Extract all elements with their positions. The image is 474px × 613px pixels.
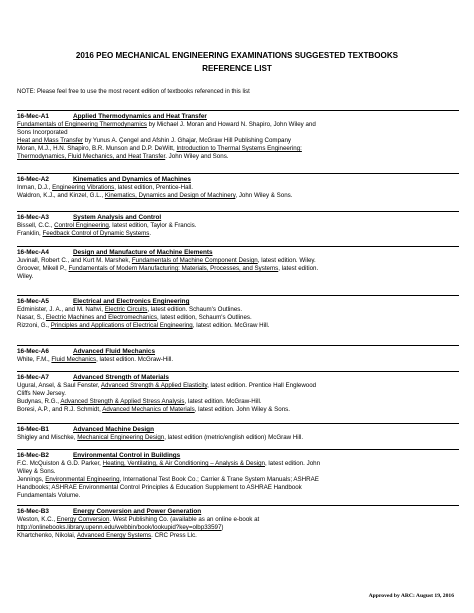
reference-text: by Yunus A. Çengel and Afshin J. Ghajar, McGraw Hill Publishing Company (83, 137, 291, 145)
reference-text: . CRC Press Llc. (151, 532, 197, 540)
reference-title-text: Principles and Applications of Electrical Engineering (50, 322, 193, 330)
reference-title-text: Fluid Mechanics (51, 356, 97, 363)
section-divider (17, 295, 459, 296)
reference-line (17, 137, 459, 145)
section-divider (17, 449, 459, 450)
reference-text: Weston, K.C., (17, 516, 57, 523)
section-code: 16-Mec-B2 (17, 452, 49, 459)
reference-line (17, 524, 459, 532)
section-heading (17, 176, 459, 184)
reference-title-text: Kinematics, Dynamics and Design of Machinery (104, 192, 236, 200)
reference-line (17, 406, 459, 414)
section-code: 16-Mec-A5 (17, 298, 49, 305)
reference-text: , latest edition, Taylor & Francis. (108, 222, 197, 229)
section-title: System Analysis and Control (73, 214, 162, 221)
reference-title-text[interactable]: http://onlinebooks.library.upenn.edu/webbin/book/lookupid?key=olbp33597 (17, 524, 222, 532)
approval-footer: Approved by ARC: August 19, 2016 (368, 593, 454, 599)
reference-line (17, 390, 459, 398)
section-heading (17, 113, 459, 121)
section-divider (17, 173, 459, 174)
reference-section (17, 173, 459, 200)
reference-text: , latest edition. John (264, 460, 321, 467)
document-title-line2: REFERENCE LIST (202, 64, 272, 73)
section-code: 16-Mec-B3 (17, 508, 49, 515)
section-divider (17, 110, 459, 111)
section-heading (17, 374, 459, 382)
reference-section (17, 505, 459, 540)
reference-line (17, 306, 459, 314)
reference-lines (17, 257, 459, 281)
reference-text: , latest edition, Prentice-Hall. (114, 184, 193, 191)
reference-section (17, 110, 459, 161)
reference-line (17, 129, 459, 137)
reference-title-text: Environmental Engineering (45, 476, 120, 484)
reference-lines (17, 184, 459, 200)
reference-title-text: Introduction to Thermal Systems Engineering: (176, 145, 302, 153)
reference-text: Waldron, K.J., and Kinzel, G.L., (17, 192, 105, 200)
reference-line (17, 468, 459, 476)
section-divider (17, 423, 459, 424)
reference-title-text: Advanced Strength & Applied Stress Analysis (60, 398, 185, 406)
reference-lines (17, 516, 459, 540)
reference-lines (17, 434, 459, 442)
section-code: 16-Mec-A7 (17, 374, 49, 381)
reference-line (17, 265, 459, 273)
reference-title-text: Heat and Mass Transfer (17, 137, 84, 145)
section-title: Applied Thermodynamics and Heat Transfer (73, 113, 207, 120)
reference-line (17, 314, 459, 322)
section-title: Electrical and Electronics Engineering (73, 298, 190, 305)
reference-lines (17, 460, 459, 500)
section-heading (17, 214, 459, 222)
reference-text: F.C. McQuiston & G.D. Parker, (17, 460, 103, 467)
section-divider (17, 246, 459, 247)
reference-text: Wiley. (17, 273, 34, 281)
reference-line (17, 145, 459, 153)
reference-title-text: Energy Conversion (56, 516, 110, 523)
reference-title-text: Electric Machines and Electromechanics (45, 314, 157, 322)
reference-title-text: Heating, Ventilating, & Air Conditioning – Analysis & Design (102, 460, 265, 467)
reference-text: . John Wiley and Sons. (165, 153, 229, 161)
section-heading (17, 249, 459, 257)
reference-text: Moran, M.J., H.N. Shapiro, B.R. Munson and D.P. DeWitt, (17, 145, 177, 153)
reference-text: Budynas, R.G., (17, 398, 61, 406)
section-code: 16-Mec-A2 (17, 176, 49, 183)
reference-text: , latest edition. Schaum's Outlines. (147, 306, 243, 313)
reference-line (17, 532, 459, 540)
reference-line (17, 273, 459, 281)
reference-line (17, 121, 459, 129)
section-divider (17, 345, 459, 346)
reference-title-text: Advanced Mechanics of Materials (102, 406, 195, 414)
reference-section (17, 423, 459, 442)
reference-section (17, 371, 459, 414)
reference-text: Wiley & Sons. (17, 468, 56, 476)
reference-line (17, 192, 459, 200)
reference-text: Sons Incorporated (17, 129, 68, 137)
reference-text: , John Wiley & Sons. (235, 192, 293, 200)
reference-line (17, 382, 459, 390)
reference-text: Franklin, (17, 230, 43, 238)
reference-text: , latest edition. McGraw Hill. (192, 322, 270, 330)
reference-line (17, 153, 459, 161)
reference-title-text: Advanced Energy Systems (76, 532, 152, 540)
reference-line (17, 356, 459, 364)
reference-line (17, 492, 459, 500)
reference-title-text: Mechanical Engineering Design (77, 434, 165, 441)
reference-text: Nasar, S., (17, 314, 46, 322)
section-code: 16-Mec-A4 (17, 249, 49, 256)
reference-title-text: Fundamentals of Machine Component Design (131, 257, 258, 264)
reference-text: by Michael J. Moran and Howard N. Shapiro, John Wiley and (146, 121, 316, 128)
section-code: 16-Mec-A6 (17, 348, 49, 355)
reference-text: Inman, D.J., (17, 184, 53, 191)
reference-text: , International Test Book Co.; Carrier & Trane System Manuals; ASHRAE (119, 476, 319, 484)
reference-text: , latest edition. (278, 265, 319, 273)
reference-line (17, 322, 459, 330)
section-divider (17, 505, 459, 506)
reference-title-text: Engineering Vibrations (52, 184, 115, 191)
section-divider (17, 211, 459, 212)
reference-lines (17, 222, 459, 238)
reference-line (17, 257, 459, 265)
reference-line (17, 476, 459, 484)
reference-text: Juvinall, Robert C., and Kurt M. Marshek, (17, 257, 132, 264)
section-code: 16-Mec-A3 (17, 214, 49, 221)
reference-section (17, 345, 459, 364)
reference-text: , latest edition. McGraw-Hill. (96, 356, 174, 363)
reference-title-text: Thermodynamics, Fluid Mechanics, and Heat Transfer (17, 153, 166, 161)
section-title: Advanced Strength of Materials (73, 374, 169, 381)
reference-text: Bissell, C.C., (17, 222, 55, 229)
reference-text: Ugural, Ansel, & Saul Fenster, (17, 382, 101, 389)
section-heading (17, 426, 459, 434)
reference-text: Handbooks; ASHRAE Environmental Control Principles & Education Supplement to ASHRAE Handbook (17, 484, 302, 492)
reference-line (17, 398, 459, 406)
reference-lines (17, 382, 459, 414)
reference-section (17, 246, 459, 281)
section-title: Environmental Control in Buildings (73, 452, 181, 459)
reference-text: , latest edition, Schaum's Outlines. (156, 314, 252, 322)
reference-text: Boresi, A.P., and R.J. Schmidt, (17, 406, 103, 414)
reference-line (17, 516, 459, 524)
reference-text: Rizzoni, G., (17, 322, 51, 330)
reference-text: , latest edition. Prentice Hall Englewood (207, 382, 317, 389)
reference-title-text: Fundamentals of Modern Manufacturing: Materials, Processes, and Systems (68, 265, 279, 273)
reference-text: , latest edition (metric/english edition) McGraw Hill. (164, 434, 304, 441)
reference-text: ) (221, 524, 224, 532)
reference-text: , latest edition. McGraw-Hill. (184, 398, 262, 406)
reference-text: Cliffs New Jersey. (17, 390, 66, 398)
section-title: Advanced Fluid Mechanics (73, 348, 156, 355)
section-heading (17, 298, 459, 306)
reference-title-text: Control Engineering (54, 222, 109, 229)
reference-line (17, 222, 459, 230)
reference-line (17, 230, 459, 238)
reference-section (17, 295, 459, 330)
reference-title-text: Feedback Control of Dynamic Systems (42, 230, 150, 238)
reference-section (17, 211, 459, 238)
section-divider (17, 371, 459, 372)
section-title: Energy Conversion and Power Generation (73, 508, 202, 515)
reference-title-text: Advanced Strength & Applied Elasticity (100, 382, 208, 389)
reference-text: Khartchenko, Nikolai, (17, 532, 77, 540)
reference-text: Shigley and Mischke, (17, 434, 78, 441)
reference-text: Jennings, (17, 476, 46, 484)
section-title: Kinematics and Dynamics of Machines (73, 176, 191, 183)
reference-text: , latest edition. Wiley. (257, 257, 316, 264)
section-title: Design and Manufacture of Machine Elements (73, 249, 213, 256)
reference-text: Fundamentals Volume. (17, 492, 81, 500)
reference-text: . (149, 230, 152, 238)
reference-lines (17, 356, 459, 364)
reference-line (17, 484, 459, 492)
reference-title-text: Fundamentals of Engineering Thermodynamics (17, 121, 147, 128)
section-heading (17, 452, 459, 460)
document-note: NOTE: Please feel free to use the most recent edition of textbooks referenced in this list (17, 89, 250, 95)
section-heading (17, 348, 459, 356)
reference-line (17, 460, 459, 468)
reference-text: . West Publishing Co. (available as an online e-book at (109, 516, 260, 523)
reference-lines (17, 306, 459, 330)
section-title: Advanced Machine Design (73, 426, 154, 433)
reference-title-text: Electric Circuits (104, 306, 148, 313)
reference-lines (17, 121, 459, 161)
section-code: 16-Mec-B1 (17, 426, 49, 433)
reference-line (17, 434, 459, 442)
reference-text: Groover, Mikell P., (17, 265, 69, 273)
section-heading (17, 508, 459, 516)
section-code: 16-Mec-A1 (17, 113, 49, 120)
reference-text: , latest edition. John Wiley & Sons. (194, 406, 290, 414)
reference-text: Edminister, J. A., and M. Nahvi, (17, 306, 105, 313)
document-title-line1: 2016 PEO MECHANICAL ENGINEERING EXAMINATIONS SUGGESTED TEXTBOOKS (75, 51, 399, 60)
reference-text: White, F.M., (17, 356, 52, 363)
reference-line (17, 184, 459, 192)
reference-section (17, 449, 459, 500)
